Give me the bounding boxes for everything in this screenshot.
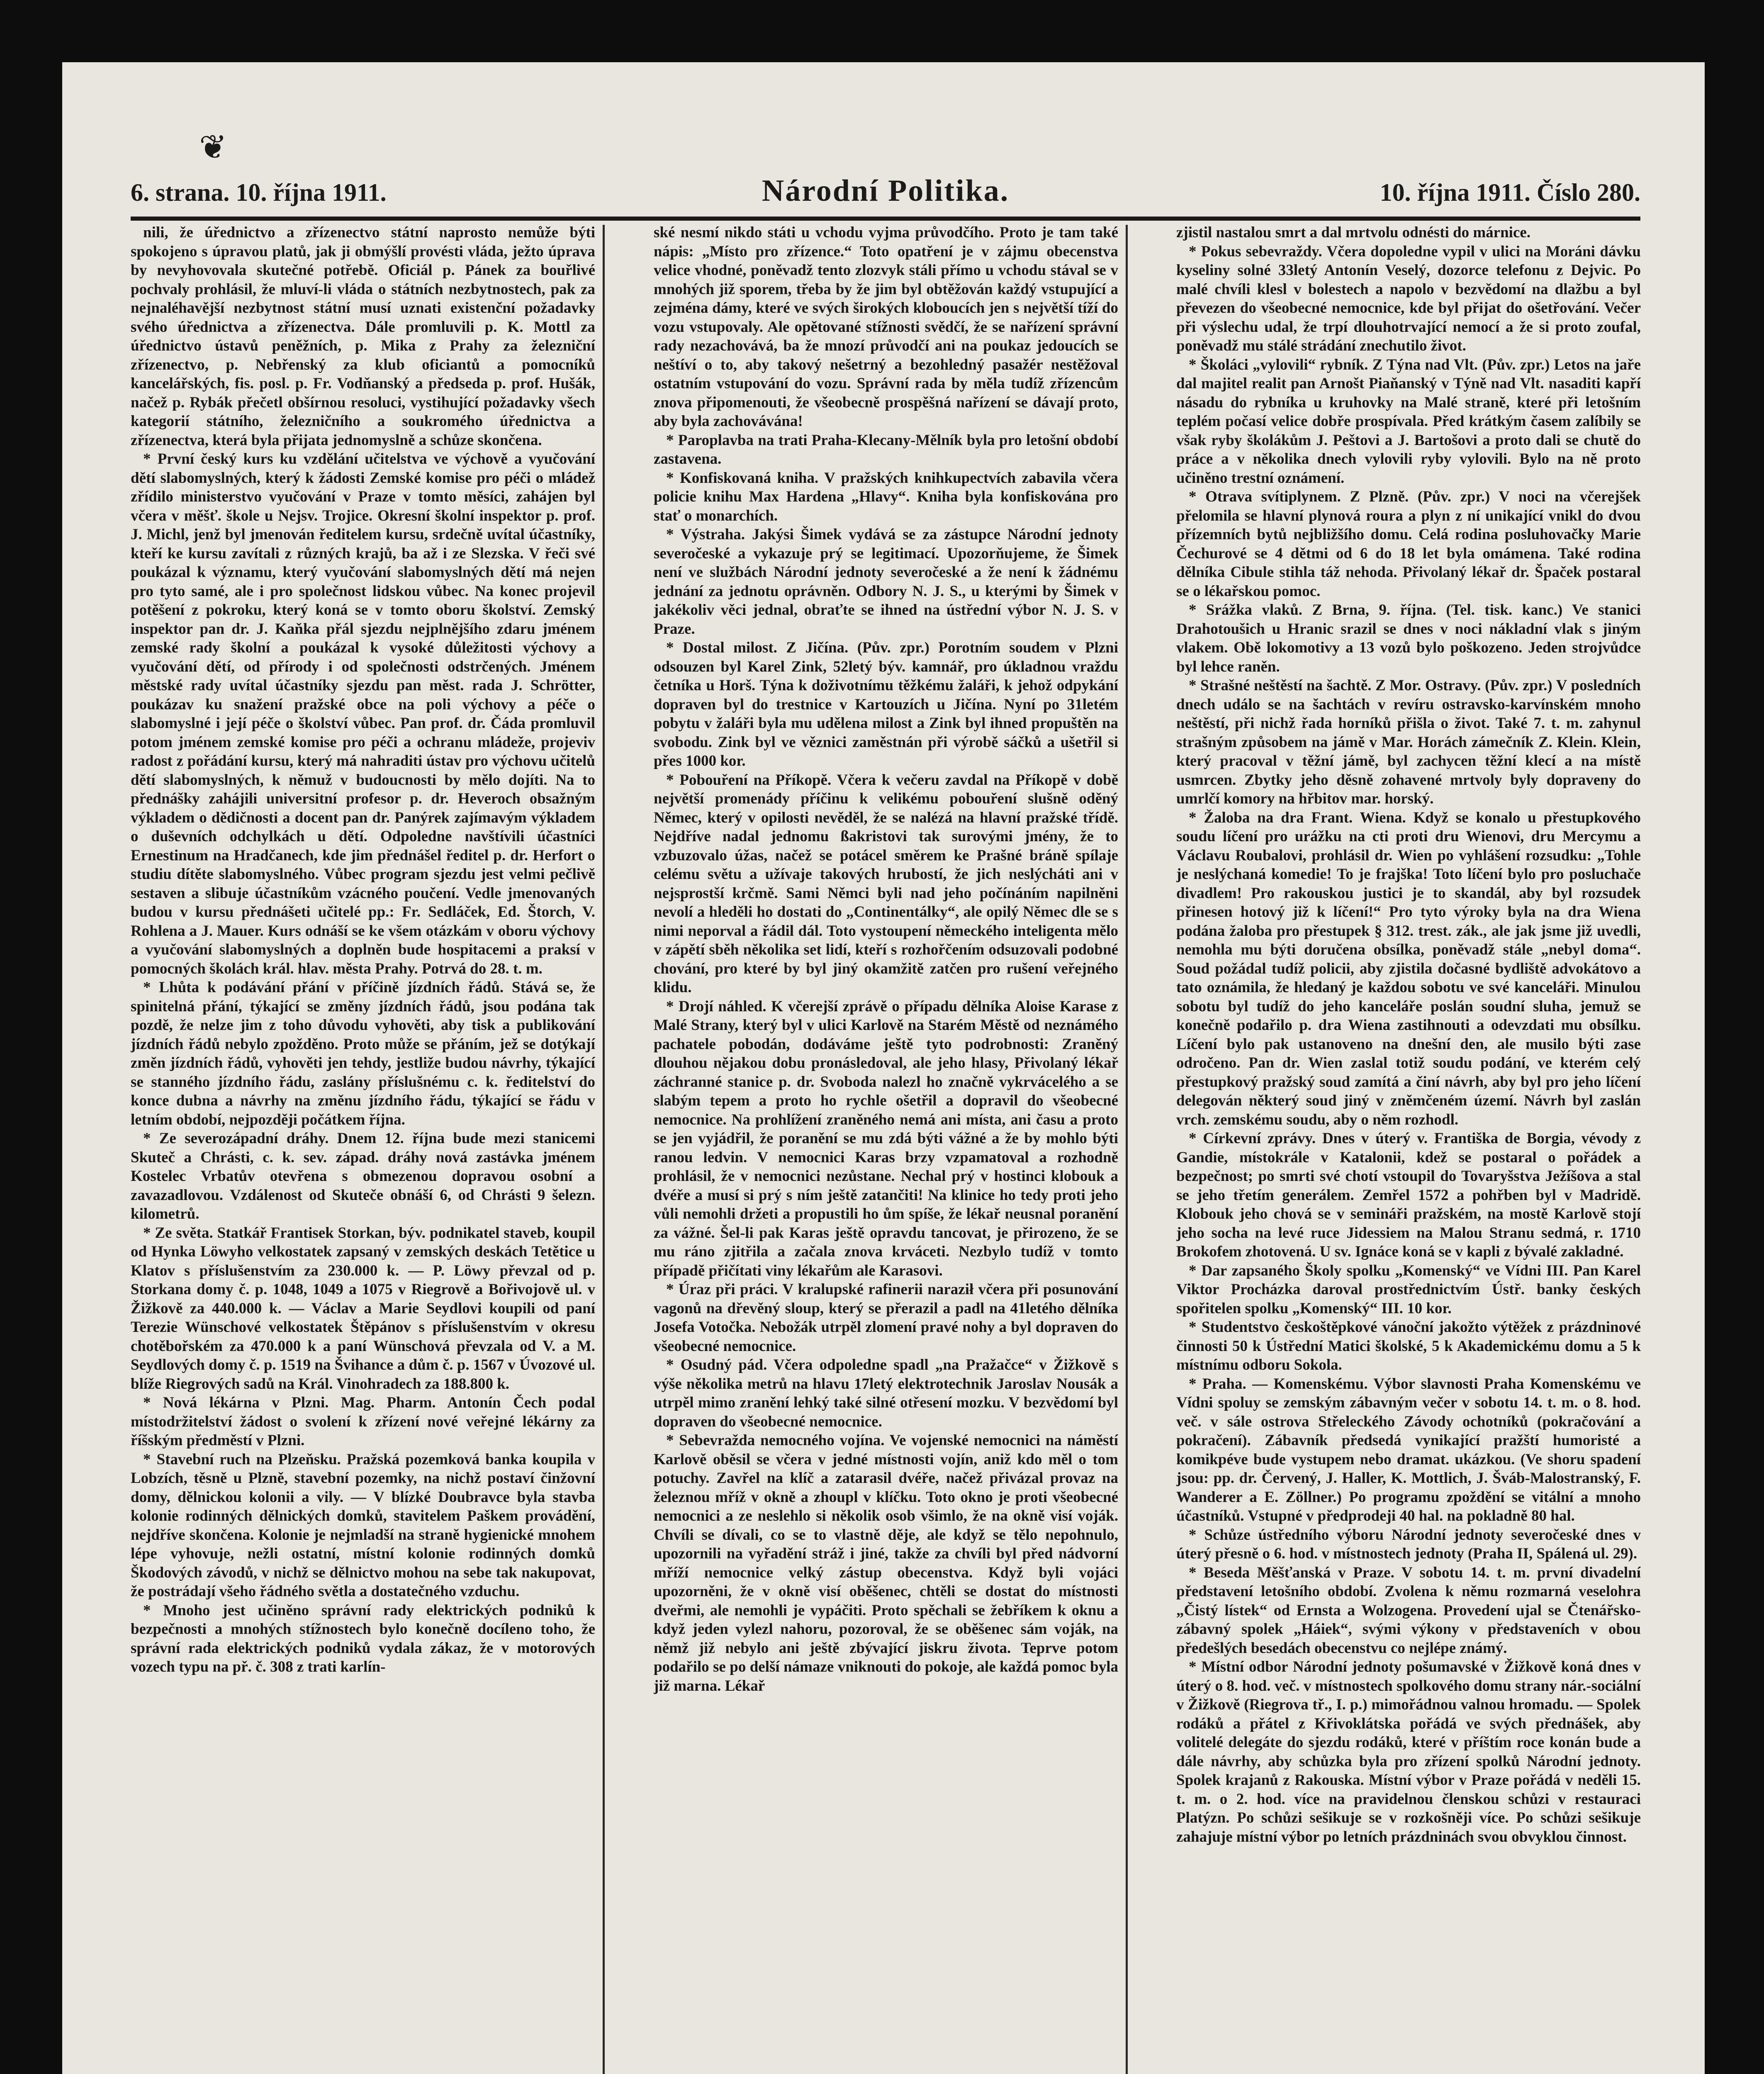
newspaper-page [62, 62, 1705, 2074]
column-divider [603, 225, 605, 2074]
column-3 [1176, 223, 1641, 2074]
article-paragraph: * Pobouření na Příkopě. Včera k večeru zavdal na Příkopě v době největší promenády příčinu k velikému pobouření slušně oděný Němec, který v opilosti nevěděl, že se nalézá na hlavní pražské třídě. Nejdříve nadal jednomu ßakristovi tak surovými jmény, že to vzbuzovalo úžas, načež se potácel směrem ke Prašné bráně spílaje celému světu a užívaje takových hrubostí, že jich neslýcháti ani v nejsprostší krčmě. Sami Němci byli nad jeho počínáním napilněni nevolí a hleděli ho dostati do „Continentálky“, ale opilý Němec dle se s nimi neporval a řádil dál. Toto vystoupení německého inteligenta mělo v zápětí sběh několika set lidí, kteří s rozhořčením odsuzovali podobné chování, pro které by byl jiný okamžitě zatčen pro rušení veřejného klidu. [654, 771, 1118, 996]
article-paragraph: * Výstraha. Jakýsi Šimek vydává se za zástupce Národní jednoty severočeské a vykazuje prý se legitimací. Upozorňujeme, že Šimek není ve službách Národní jednoty severočeské a že není k žádnému jednání za jednotu oprávněn. Odbory N. J. S., u kterými by Šimek v jakékoliv věci jednal, obraťte se ihned na ústřední výbor N. J. S. v Praze. [654, 526, 1118, 638]
issue-date-number: 10. října 1911. Číslo 280. [1380, 179, 1640, 206]
article-paragraph: * Otrava svítiplynem. Z Plzně. (Pův. zpr.) V noci na včerejšek přelomila se hlavní plynová roura a plyn z ní unikající vnikl do dvou přízemních bytů nejbližšího domu. Celá rodina posluhovačky Marie Čechurové se 4 dětmi od 6 do 18 let byla omámena. Také rodina dělníka Cibule stihla táž nehoda. Přivolaný lékař dr. Špaček postaral se o lékařskou pomoc. [1176, 488, 1641, 600]
article-paragraph: * Osudný pád. Včera odpoledne spadl „na Pražačce“ v Žižkově s výše několika metrů na hlavu 17letý elektrotechnik Jaroslav Nousák a utrpěl mimo zranění lehký také silné otřesení mozku. V bezvědomí byl dopraven do všeobecné nemocnice. [654, 1356, 1118, 1430]
column-divider [1126, 225, 1128, 2074]
article-paragraph: * Studentstvo českoštěpkové vánoční jakožto výtěžek z prázdninové činnosti 50 k Ústřední Matici školské, 5 k Akademickému domu a 5 k místnímu odboru Sokola. [1176, 1319, 1641, 1373]
article-paragraph: zjistil nastalou smrt a dal mrtvolu odnésti do márnice. [1176, 224, 1531, 241]
article-paragraph: * Stavební ruch na Plzeňsku. Pražská pozemková banka koupila v Lobzích, těsně u Plzně, stavební pozemky, na nichž postaví činžovní domy, dělnickou kolonii a vily. — V blízké Doubravce byla stavba kolonie rodinných dělnických domků, stavitelem Paškem provádění, nejdříve skončena. Kolonie je nejmladší na straně hygienické mnohem lépe vyhovuje, nežli ostatní, místní kolonie rodinných domků Škodových závodů, v nichž se dělnictvo mohou na sebe tak nakupovat, že postrádají všeho řádného světla a dostatečného vzduchu. [131, 1451, 595, 1600]
article-paragraph: * Strašné neštěstí na šachtě. Z Mor. Ostravy. (Pův. zpr.) V posledních dnech událo se na šachtách v revíru ostravsko-karvínském mnoho neštěstí, při nichž řada horníků přišla o život. Také 7. t. m. zahynul strašným způsobem na jámě v Mar. Horách zámečník Z. Klein. Klein, který pracoval v těžní jámě, byl zachycen těžní klecí a na místě usmrcen. Zbytky jeho děsně zohavené mrtvoly byly dopraveny do umrlčí komory na hřbitov mar. horský. [1176, 677, 1641, 807]
article-paragraph: * Nová lékárna v Plzni. Mag. Pharm. Antonín Čech podal místodržitelství žádost o svolení k zřízení nové veřejné lékárny za říšským předměstí v Plzni. [131, 1394, 595, 1449]
ink-mark: ❦ [199, 128, 227, 166]
article-paragraph: * Beseda Měšťanská v Praze. V sobotu 14. t. m. první divadelní představení letošního období. Zvolena k němu rozmarná veselohra „Čistý lístek“ od Ernsta a Wolzogena. Provedení ujal se Čtenářsko-zábavný spolek „Háiek“, svými výkony v představeních v obou předešlých besedách obecenstvu co nejlépe známý. [1176, 1564, 1641, 1657]
article-paragraph: * Drojí náhled. K včerejší zprávě o případu dělníka Aloise Karase z Malé Strany, který byl v ulici Karlově na Starém Městě od neznámého pachatele pobodán, dodáváme ještě tyto podrobnosti: Zraněný dlouhou nějakou dobu pronásledoval, ale jeho hlasy, Přivolaný lékař záchranné stanice p. dr. Svoboda nalezl ho značně vykrvácelého a se slabým tepem a proto ho rychle ošetřil a dopravil do všeobecné nemocnice. Na prohlížení zraněného nemá ani místa, ani času a proto se jen vyjádřil, že poranění se mu zdá býti vážné a že by mohlo býti ranou ledvin. V nemocnici Karas brzy vzpamatoval a rozhodně prohlásil, že v nemocnici nezůstane. Nechal prý v hostinci klobouk a dvéře a musí si prý s ním ještě zatančiti! Na klinice ho tedy proti jeho vůli nemohli držeti a propustili ho ům spíše, že lékař neusnal poranění za vážné. Šel-li pak Karas ještě opravdu tancovat, je přirozeno, že se mu ráno zjitřila a začala znova krváceti. Nezbylo tudíž v tomto případě přičítati viny lékařům ale Karasovi. [654, 998, 1118, 1279]
article-paragraph: * Žaloba na dra Frant. Wiena. Když se konalo u přestupkového soudu líčení pro urážku na cti proti dru Wienovi, dru Mercymu a Václavu Roubalovi, prohlásil dr. Wien po vyhlášení rozsudku: „Tohle je neslýchaná komedie! To je frajška! Toto líčení bylo pro posluchače divadlem! Pro rakouskou justici je to skandál, aby byl rozsudek přinesen hotový již k líčení!“ Pro tyto výroky byla na dra Wiena podána žaloba pro přestupek § 312. trest. zák., ale jak jsme již uvedli, nemohla mu býti doručena obsílka, poněvadž stále „nebyl doma“. Soud požádal tudíž policii, aby zjistila dočasné bydliště advokátovo a tato oznámila, že hledaný je každou sobotu ve své kanceláři. Minulou sobotu byl tudíž do jeho kanceláře poslán soudní sluha, jemuž se konečně podařilo p. dra Wiena zastihnouti a odevzdati mu obsílku. Líčení bylo pak ustanoveno na dnešní den, ale musilo býti zase odročeno. Pan dr. Wien zaslal totiž soudu podání, ve kterém celý přestupkový pražský soud zamítá a činí návrh, aby byl pro jeho líčení delegován některý soud jiný v zněmčeném území. Návrh byl zaslán vrch. zemskému soudu, aby o něm rozhodl. [1176, 809, 1641, 1128]
article-paragraph: ské nesmí nikdo státi u vchodu vyjma průvodčího. Proto je tam také nápis: „Místo pro zřízence.“ Toto opatření je v zájmu obecenstva velice vhodné, poněvadž tento zlozvyk stáli přímo u vchodu stával se v mnohých již sporem, třeba by že jim byl obtěžován každý vstupující a zejména dámy, které ve svých širokých kloboucích jen s největší tíží do vozu vstupovaly. Ale opětované stížnosti svědčí, že se nařízení správní rady nezachovává, ba že mnozí průvodčí ani na poukaz jedoucích se neštíví o to, aby takový nešetrný a bezohledný pasažér nestěžoval ostatním vstupování do vozu. Správní rada by měla tudíž zřízencům znova připomenouti, že všeobecně prospěšná nařízení se dávají proto, aby byla zachovávána! [654, 224, 1118, 430]
article-paragraph: * Dar zapsaného Školy spolku „Komenský“ ve Vídni III. Pan Karel Viktor Procházka daroval prostřednictvím Ústř. banky českých spořitelen spolku „Komenský“ III. 10 kor. [1176, 1262, 1641, 1317]
article-paragraph: * Ze severozápadní dráhy. Dnem 12. října bude mezi stanicemi Skuteč a Chrásti, c. k. sev. západ. dráhy nová zastávka jménem Kostelec Vrbatův otevřena s obmezenou dopravou osobní a zavazadlovou. Vzdálenost od Skuteče obnáší 6, od Chrásti 9 šelezn. kilometrů. [131, 1130, 595, 1222]
article-paragraph: nili, že úřednictvo a zřízenectvo státní naprosto nemůže býti spokojeno s úpravou platů, jak ji obmýšlí provésti vláda, ježto úprava by nevyhovovala skutečné potřebě. Oficiál p. Pánek za bouřlivé pochvaly prohlásil, že mluví-li vláda o státních nezbytnostech, pak za nejnaléhavější nezbytnost státní musí uznati existenční požadavky svého úřednictva a zřízenectva. Dále promluvili p. K. Mottl za úřednictvo ústavů peněžních, p. Mika z Prahy za železniční zřízenectvo, p. Nebřenský za klub oficiantů a pomocníků kancelářských, fis. posl. p. Fr. Vodňanský a předseda p. prof. Hušák, načež p. Rybák přečetl obšírnou resoluci, vystihující požadavky všech kategorií státního, železničního a soukromého úřednictva a zřízenectva, která byla přijata jednomyslně a schůze skončena. [131, 224, 595, 449]
article-paragraph: * Úraz při práci. V kralupské rafinerii naraził včera při posunování vagonů na dřevěný sloup, který se přerazil a padl na 41letého dělníka Josefa Votočka. Nebožák utrpěl zlomení pravé nohy a byl dopraven do všeobecné nemocnice. [654, 1281, 1118, 1355]
article-paragraph: * Sebevražda nemocného vojína. Ve vojenské nemocnici na náměstí Karlově oběsil se včera v jedné místnosti vojín, aniž kdo měl o tom potuchy. Zavřel na klíč a zatarasil dvéře, načež přivázal provaz na železnou mříž v okně a zhoupl v klíčku. Toto okno je proti všeobecné nemocnici a ze neslehlo si několik osob všimlo, že na okně visí voják. Chvíli se dívali, co se to vlastně děje, ale když se tělo nepohnulo, upozornili na vyřadění stráž i jiné, takže za chvíli byl před nádvorní mříží nemocnice velký zástup obecenstva. Když byli vojáci upozorněni, že v okně visí oběšenec, chtěli se dostat do místnosti dveřmi, ale nemohli je vypáčiti. Proto spěchali se žebříkem k oknu a když jeden vylezl nahoru, pozoroval, že se oběšenec sám voják, na němž již nebylo ani ještě zbývající jiskru života. Teprve potom podařilo se po delší námaze vniknouti do pokoje, ale každá pomoc byla již marna. Lékař [654, 1432, 1118, 1694]
article-paragraph: * Dostal milost. Z Jičína. (Pův. zpr.) Porotním soudem v Plzni odsouzen byl Karel Zink, 52letý býv. kamnář, pro úkladnou vraždu četníka u Horš. Týna k doživotnímu těžkému žaláři, k jehož odpykání dopraven byl do trestnice v Kartouzích u Jičína. Nyní po 31letém pobytu v žaláři byla mu udělena milost a Zink byl ihned propuštěn na svobodu. Zink byl ve věznici zaměstnán při výrobě sáčků a ušetřil si přes 1000 kor. [654, 639, 1118, 769]
article-paragraph: * Srážka vlaků. Z Brna, 9. října. (Tel. tisk. kanc.) Ve stanici Drahotoušich u Hranic srazil se dnes v noci nákladní vlak s jiným vlakem. Obě lokomotivy a 13 vozů bylo poškozeno. Jeden strojvůdce byl lehce raněn. [1176, 601, 1641, 675]
article-paragraph: * Lhůta k podávání přání v příčině jízdních řádů. Stává se, že spinitelná přání, týkající se změny jízdních řádů, jsou podána tak pozdě, že nelze jim z toho důvodu vyhověti, aby tisk a publikování jízdních řádů nebylo zpožděno. Proto může se přáním, jež se dotýkají změn jízdních řádů, vyhověti jen tehdy, jestliže budou návrhy, týkající se stanného jízdního řádu, zaslány příslušnému c. k. ředitelství do konce dubna a návrhy na změnu jízdního řádu, týkající se řádu v letním období, nejpozději počátkem října. [131, 979, 595, 1128]
column-2 [654, 223, 1118, 2074]
article-paragraph: * Mnoho jest učiněno správní rady elektrických podniků k bezpečnosti a mnohých stížnostech bylo konečně docíleno toho, že správní rada elektrických podniků vydala zákaz, že v motorových vozech typu na př. č. 308 z trati karlín- [131, 1602, 595, 1675]
article-paragraph: * Paroplavba na trati Praha-Klecany-Mělník byla pro letošní období zastavena. [654, 431, 1118, 467]
column-1 [131, 223, 595, 2074]
article-paragraph: * Konfiskovaná kniha. V pražských knihkupectvích zabavila včera policie knihu Max Hardena „Hlavy“. Kniha byla konfiskována pro stať o monarchích. [654, 469, 1118, 524]
article-paragraph: * Pokus sebevraždy. Včera dopoledne vypil v ulici na Moráni dávku kyseliny solné 33letý Antonín Veselý, dozorce telefonu z Dejvic. Po malé chvíli klesl v bolestech a napolo v bezvědomí na dlažbu a byl převezen do všeobecné nemocnice, kde byl přijat do ošetřování. Večer při výslechu udal, že trpí dlouhotrvající nemocí a že si proto zoufal, poněvadž mu stálé strádání znechutilo život. [1176, 243, 1641, 354]
page-number-date: 6. strana. 10. října 1911. [131, 179, 387, 206]
masthead [131, 173, 1640, 215]
article-paragraph: * Školáci „vylovili“ rybník. Z Týna nad Vlt. (Pův. zpr.) Letos na jaře dal majitel realit pan Arnošt Piaňanský v Týně nad Vlt. nasaditi kapří násadu do rybníka u kruhovky na Malé straně, které při letošním teplém počasí velice dobře prospívala. Před krátkým časem zalíbily se však ryby školákům J. Peštovi a J. Bartošovi a proto dali se chutě do práce a v několika dnech vylovili ryby vylovili. Bylo na ně proto učiněno trestní oznámení. [1176, 356, 1641, 487]
article-paragraph: * Praha. — Komenskému. Výbor slavnosti Praha Komenskému ve Vídni spoluy se zemským zábavným večer v sobotu 14. t. m. o 8. hod. več. v sále ostrova Střeleckého Závody ochotníků (pokračování a pokračení). Zábavník předsedá vynikající pražští humoristé a komikpéve bude vystupem nebo dramat. ukázkou. (Ve shoru spadení jsou: pp. dr. Červený, J. Haller, K. Mottlich, J. Šváb-Malostranský, F. Wanderer a E. Zöllner.) Po programu zpoždění se vitální a mnoho účastníků. Vstupné v předprodeji 40 hal. na pokladně 80 hal. [1176, 1375, 1641, 1524]
header-rule [131, 217, 1640, 221]
newspaper-title: Národní Politika. [762, 174, 1010, 208]
article-paragraph: * Ze světa. Statkář Frantisek Storkan, býv. podnikatel staveb, koupil od Hynka Löwyho velkostatek zapsaný v zemských deskách Tetětice u Klatov s příslušenstvím za 230.000 k. — P. Löwy převzal od p. Storkana domy č. p. 1048, 1049 a 1075 v Riegrově a Bořivojově ul. v Žižkově za 440.000 k. — Václav a Marie Seydlovi koupili od paní Terezie Wünschové velkostatek Štěpánov s příslušenstvím v okresu chotěbořském za 470.000 k a paní Wünschová převzala od V. a M. Seydlových domy č. p. 1519 na Švihance a dům č. p. 1567 v Úvozové ul. blíže Riegrových sadů na Král. Vinohradech za 188.800 k. [131, 1224, 595, 1392]
article-paragraph: * Místní odbor Národní jednoty pošumavské v Žižkově koná dnes v úterý o 8. hod. več. v místnostech spolkového domu strany nár.-sociální v Žižkově (Riegrova tř., I. p.) mimořádnou valnou hromadu. — Spolek rodáků a přátel z Křivoklátska pořádá ve svých přednášek, aby volitelé delegáte do sjezdu rodáků, které v příštím roce konán bude a dále návrhy, aby schůzka byla pro zřízení spolků Národní jednoty. Spolek krajanů z Rakouska. Místní výbor v Praze pořádá v neděli 15. t. m. o 2. hod. více na pravidelnou členskou schůzi v restauraci Platýzn. Po schůzi sešikuje se v rozkošněji více. Po schůzi sešikuje zahajuje místní výbor po letních prázdninách svou obvyklou činnost. [1176, 1658, 1641, 1845]
article-paragraph: * První český kurs ku vzdělání učitelstva ve výchově a vyučování dětí slabomyslných, který k žádosti Zemské komise pro péči o mládež zřídilo ministerstvo vyučování v Praze v tomto měsíci, zahájen byl včera v měšť. škole u Nejsv. Trojice. Okresní školní inspektor p. prof. J. Michl, jenž byl jmenován ředitelem kursu, srdečně uvítal účastníky, kteří ke kursu zavítali z různých krajů, ba až i ze Slezska. V řeči své poukázal k významu, který vyučování slabomyslných dětí má nejen pro tyto samé, ale i pro společnost lidskou vůbec. Na konec projevil potěšení z pokroku, který koná se v tomto oboru školství. Zemský inspektor pan dr. J. Kaňka přál sjezdu nejplnějšího zdaru jménem zemské rady školní a poukázal k vysoké důležitosti výchovy a vyučování dětí, od přírody i od společnosti odstrčených. Jménem městské rady uvítal účastníky sjezdu pan měst. rada J. Schrötter, poukázav ku snažení pražské obce na poli výchovy a péče o slabomyslné i její péče o školství vůbec. Pan prof. dr. Čáda promluvil potom jménem zemské komise pro péči a ochranu mládeže, projeviv radost z pořádání kursu, který má nahraditi ústav pro výchovu učitelů dětí slabomyslných, k němuž v budoucnosti by mělo dojíti. Na to přednášky zahájili universitní profesor p. dr. Heveroch obsažným výkladem o dědičnosti a docent pan dr. Panýrek zajímavým výkladem o duševních odchylkách u dětí. Odpoledne navštívili účastníci Ernestinum na Hradčanech, kde jim přednášel ředitel p. dr. Herfort o studiu dítěte slabomyslného. Vůbec program sjezdu jest velmi pečlivě sestaven a slibuje účastníkům vzácného poučení. Vedle jmenovaných budou v kursu přednášeti učitelé pp.: Fr. Sedláček, Ed. Štorch, V. Rohlena a J. Mauer. Kurs odnáší se ke všem otázkám v oboru výchovy a vyučování slabomyslných a doplněn bude hospitacemi a praksí v pomocných školách král. hlav. města Prahy. Potrvá do 28. t. m. [131, 450, 595, 977]
article-paragraph: * Církevní zprávy. Dnes v úterý v. Františka de Borgia, vévody z Gandie, místokrále v Katalonii, kdež se postaral o pořádek a bezpečnost; po smrti své chotí vstoupil do Tovaryšstva Ježíšova a stal se jeho třetím generálem. Zemřel 1572 a pohřben byl v Madridě. Klobouk jeho chová se v semináři pražském, na mostě Karlově stojí jeho socha na levé ruce Jidessiem na Malou Stranu sedmá, r. 1710 Brokofem zhotovená. U sv. Ignáce koná se v kapli z bývalé zakladné. [1176, 1130, 1641, 1260]
article-paragraph: * Schůze ústředního výboru Národní jednoty severočeské dnes v úterý přesně o 6. hod. v místnostech jednoty (Praha II, Spálená ul. 29). [1176, 1526, 1641, 1562]
